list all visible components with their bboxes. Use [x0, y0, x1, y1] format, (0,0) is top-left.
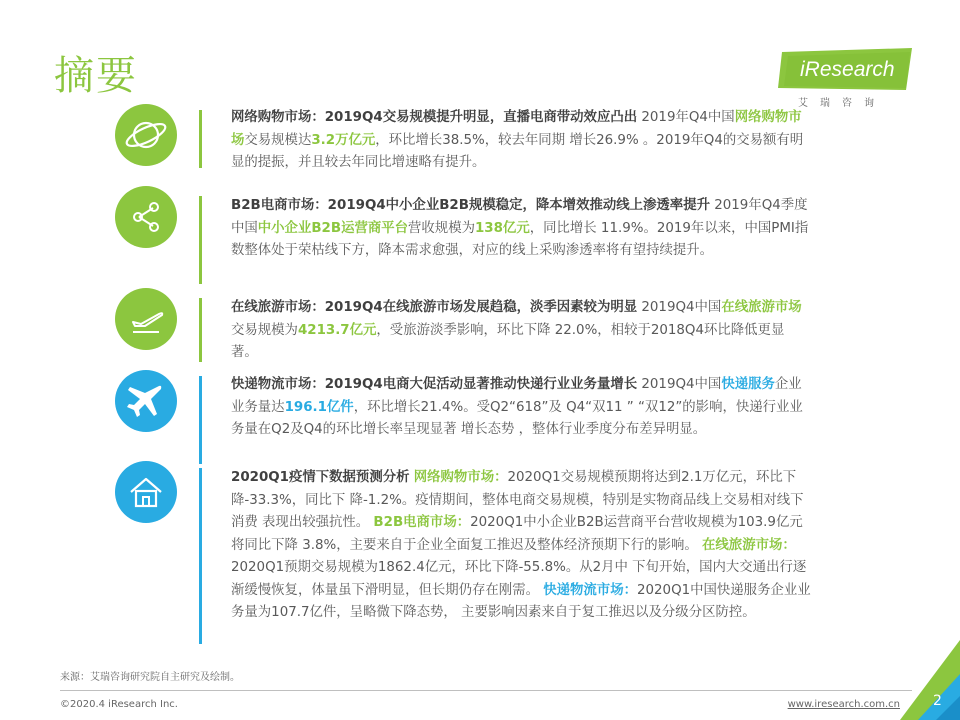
page-title: 摘要 — [54, 53, 138, 99]
page-number: 2 — [933, 693, 942, 709]
body-text: 营收规模为 — [408, 220, 475, 236]
accent-bar — [199, 196, 202, 284]
summary-express-logistics — [231, 374, 811, 442]
highlight-text: 网络购物市场： — [413, 470, 508, 485]
logo-cn: 艾瑞咨询 — [798, 98, 886, 109]
highlight-text: 196.1亿件 — [284, 399, 354, 415]
flight-takeoff-icon — [115, 288, 177, 350]
highlight-text: 在线旅游市场： — [702, 537, 796, 553]
body-text: 2019年Q4季度中国 — [231, 198, 808, 236]
body-text: 企业业务量达 — [231, 377, 802, 415]
home-icon — [115, 461, 177, 523]
highlight-text: 快递服务 — [721, 377, 775, 392]
body-text: ，环比增长21.4%。受Q2“618”及 Q4“双11 ” “双12”的影响，快递行业业务量在Q2及Q4的环比增长率呈现显著 增长态势 ，整体行业季度分布差异明显。 — [231, 399, 803, 437]
logo-name: iResearch — [800, 58, 895, 81]
planet-icon — [115, 104, 177, 166]
highlight-text: 中小企业B2B运营商平台 — [257, 220, 409, 236]
summary-b2b — [231, 195, 811, 263]
body-text: ，环比增长38.5%，较去年同期 增长26.9% 。2019年Q4的交易额有明显的提振，并且较去年同比增速略有提升。 — [231, 132, 804, 170]
highlight-text: 3.2万亿元 — [311, 132, 376, 148]
accent-bar — [199, 298, 202, 362]
corner-decoration — [900, 640, 960, 720]
copyright: ©2020.4 iResearch Inc. — [60, 699, 178, 710]
section-heading: 在线旅游市场：2019Q4在线旅游市场发展趋稳，淡季因素较为明显 — [231, 300, 638, 315]
body-text: ，同比增长 11.9%。2019年以来，中国PMI指数整体处于荣枯线下方，降本需求愈强，对应的线上采购渗透率将有望持续提升。 — [231, 220, 809, 258]
body-text: 2019Q4中国 — [637, 300, 722, 315]
accent-bar — [199, 376, 202, 464]
highlight-text: 4213.7亿元 — [297, 322, 377, 338]
highlight-text: 138亿元 — [474, 220, 530, 236]
iresearch-logo — [778, 48, 918, 112]
footer-divider — [60, 690, 912, 691]
website-link[interactable]: www.iresearch.com.cn — [787, 699, 900, 710]
highlight-text: 快递物流市场： — [543, 582, 637, 598]
body-text: 2020Q1中国快递服务企业业务量为107.7亿件，呈略微下降态势， 主要影响因素来自于复工推迟以及分级分区防控。 — [231, 582, 811, 620]
source-note: 来源：艾瑞咨询研究院自主研究及绘制。 — [60, 672, 240, 683]
summary-online-travel — [231, 297, 811, 365]
body-text: 交易规模为 — [231, 322, 298, 338]
body-text: 交易规模达 — [244, 132, 312, 148]
body-text: 2020Q1中小企业B2B运营商平台营收规模为103.9亿元将同比下降 3.8%，主要来自于企业全面复工推迟及整体经济预期下行的影响。 — [231, 515, 803, 553]
accent-bar — [199, 468, 202, 644]
body-text: 2019Q4中国 — [637, 377, 722, 392]
highlight-text: 在线旅游市场 — [721, 300, 802, 315]
section-heading: 2020Q1疫情下数据预测分析 — [231, 470, 410, 485]
section-heading: B2B电商市场：2019Q4中小企业B2B规模稳定，降本增效推动线上渗透率提升 — [231, 198, 710, 213]
summary-online-shopping — [231, 107, 811, 175]
body-text: 2020Q1预期交易规模为1862.4亿元，环比下降-55.8%。从2月中 下旬开始，国内大交通出行逐渐缓慢恢复，体量虽下滑明显，但长期仍存在刚需。 — [231, 560, 807, 598]
accent-bar — [199, 110, 202, 168]
airplane-icon — [115, 370, 177, 432]
highlight-text: B2B电商市场： — [373, 515, 471, 530]
body-text: ，受旅游淡季影响，环比下降 22.0%，相较于2018Q4环比降低更显著。 — [231, 322, 785, 360]
section-heading: 网络购物市场：2019Q4交易规模提升明显，直播电商带动效应凸出 — [231, 110, 638, 125]
share-icon — [115, 186, 177, 248]
body-text: 2020Q1交易规模预期将达到2.1万亿元，环比下降-33.3%，同比下 降-1.2%。疫情期间，整体电商交易规模，特别是实物商品线上交易相对线下消费 表现出较强抗性。 — [231, 470, 804, 530]
body-text: 2019年Q4中国 — [637, 110, 735, 125]
summary-2020q1-forecast — [231, 467, 811, 625]
highlight-text: 网络购物市场 — [231, 110, 802, 148]
section-heading: 快递物流市场：2019Q4电商大促活动显著推动快递行业业务量增长 — [231, 377, 638, 392]
